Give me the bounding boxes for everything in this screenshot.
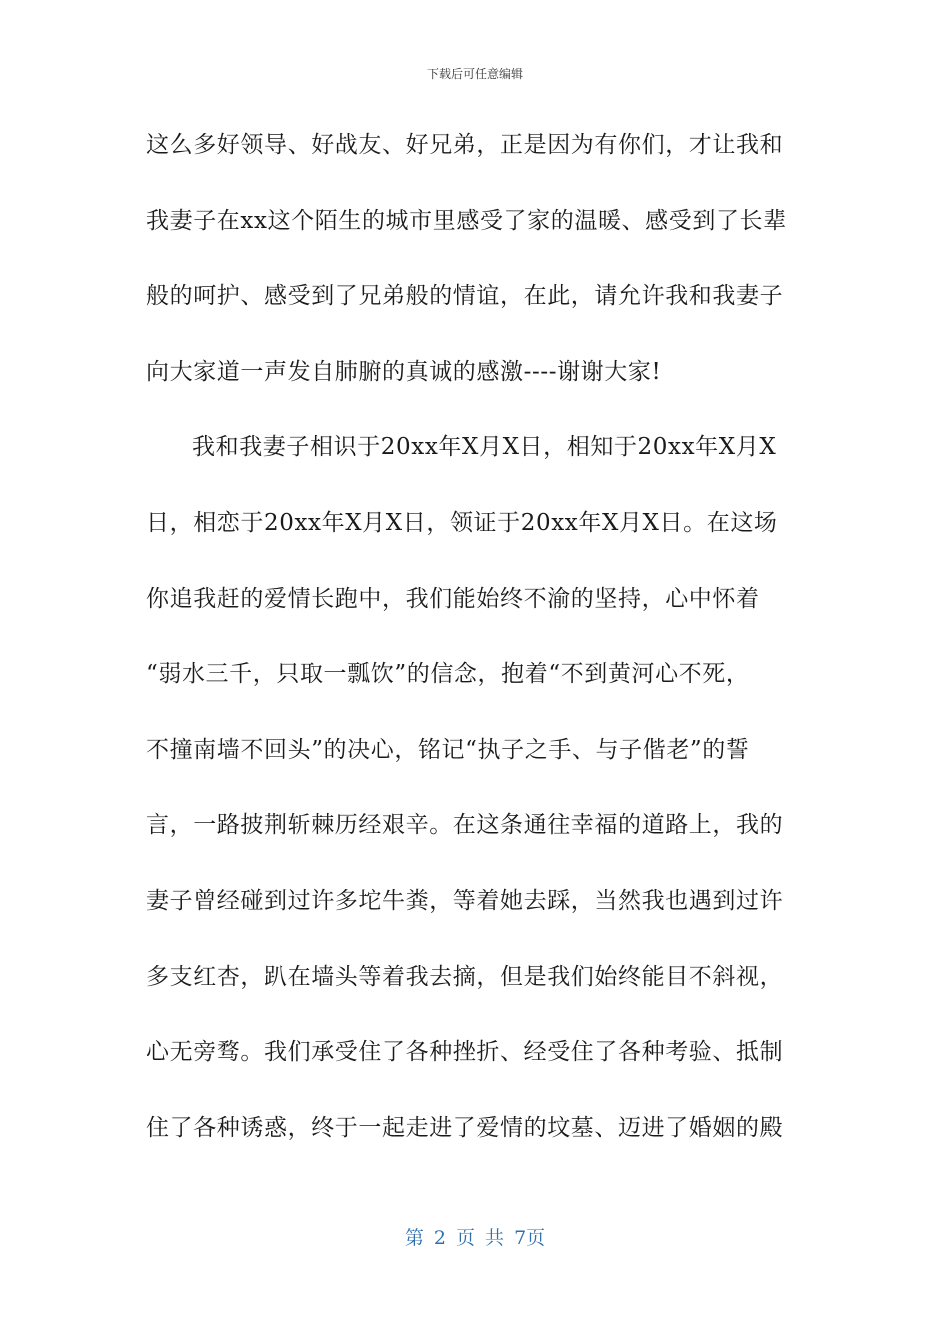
document-body — [146, 120, 808, 1178]
paragraph-line: 住了各种诱惑，终于一起走进了爱情的坟墓、迈进了婚姻的殿 — [146, 1114, 784, 1141]
paragraph-line: 我和我妻子相识于20xx年X月X日，相知于20xx年X月X — [192, 434, 777, 461]
paragraph-line: 我妻子在xx这个陌生的城市里感受了家的温暖、感受到了长辈 — [146, 207, 787, 234]
paragraph-line: 心无旁骛。我们承受住了各种挫折、经受住了各种考验、抵制 — [146, 1039, 784, 1066]
paragraph-line: 般的呵护、感受到了兄弟般的情谊，在此，请允许我和我妻子 — [146, 283, 784, 310]
page-header-note: 下载后可任意编辑 — [426, 67, 523, 81]
paragraph-line: 向大家道一声发自肺腑的真诚的感激----谢谢大家! — [146, 358, 662, 385]
paragraph-line: 这么多好领导、好战友、好兄弟，正是因为有你们，才让我和 — [146, 132, 784, 158]
paragraph-line: 多支红杏，趴在墙头等着我去摘，但是我们始终能目不斜视， — [146, 963, 784, 990]
paragraph-line: 日，相恋于20xx年X月X日，领证于20xx年X月X日。在这场 — [146, 509, 778, 536]
paragraph-line: 妻子曾经碰到过许多坨牛粪，等着她去踩，当然我也遇到过许 — [146, 887, 784, 914]
paragraph-line: 言，一路披荆斩棘历经艰辛。在这条通往幸福的道路上，我的 — [146, 812, 784, 839]
page-number-indicator: 第 2 页 共 7页 — [404, 1227, 546, 1249]
paragraph-line: 你追我赶的爱情长跑中，我们能始终不渝的坚持，心中怀着 — [146, 585, 760, 612]
paragraph-line: “弱水三千，只取一瓢饮”的信念，抱着“不到黄河心不死， — [146, 661, 750, 688]
paragraph-line: 不撞南墙不回头”的决心，铭记“执子之手、与子偕老”的誓 — [146, 736, 750, 763]
